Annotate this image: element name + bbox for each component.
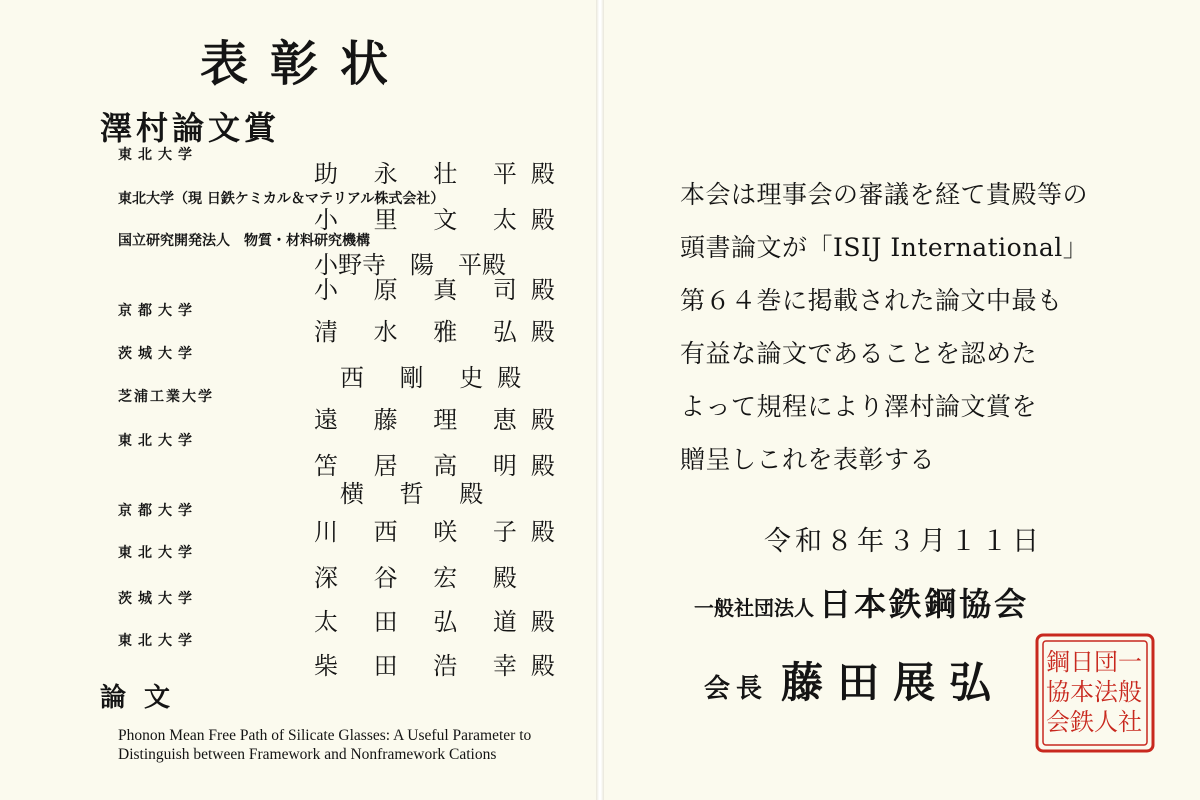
recipient-affiliation: 東北大学 [118,147,198,163]
citation-line: 第６４巻に掲載された論文中最も [680,286,1063,315]
organization-name: 日本鉄鋼協会 [819,585,1030,623]
seal-character: 人 [1094,708,1118,736]
recipient-affiliation: 京都大学 [118,503,198,519]
right-page [604,0,1200,800]
recipient-name: 清 水 雅 弘殿 [314,318,569,346]
award-name: 澤村論文賞 [100,109,281,147]
seal-character: 社 [1118,708,1142,736]
recipient-affiliation: 茨城大学 [118,591,198,607]
citation-line: よって規程により澤村論文賞を [680,392,1038,421]
recipient-name: 西 剛 史殿 [340,364,536,392]
president-name: 藤田展弘 [781,658,1006,707]
recipient-name: 小 里 文 太殿 [314,206,569,234]
recipient-affiliation: 東北大学 [118,433,198,449]
recipient-affiliation: 東北大学 [118,633,198,649]
recipient-name: 遠 藤 理 恵殿 [314,406,569,434]
organization [694,582,1029,632]
seal-character: 協 [1046,678,1070,706]
recipient-affiliation: 国立研究開発法人 物質・材料研究機構 [118,233,370,249]
recipient-name: 小野寺 陽 平殿 [314,251,506,279]
official-seal-stamp [1034,632,1156,754]
citation-line: 本会は理事会の審議を経て貴殿等の [680,180,1089,209]
seal-character: 法 [1094,678,1118,706]
paper-title: Phonon Mean Free Path of Silicate Glasses: A Useful Parameter to Distinguish between Framework and Nonframework Cations [118,727,532,763]
seal-character: 団 [1094,648,1118,676]
seal-character: 一 [1118,648,1142,676]
seal-character: 鋼 [1046,648,1070,676]
recipient-affiliation: 茨城大学 [118,346,198,362]
seal-character: 本 [1070,678,1094,706]
citation-line: 有益な論文であることを認めた [680,339,1038,368]
recipient-name: 川 西 咲 子殿 [314,518,569,546]
recipient-name: 深 谷 宏 殿 [314,564,531,592]
seal-character: 般 [1118,678,1142,706]
seal-character: 会 [1046,708,1070,736]
binding-gutter [596,0,604,800]
president-title: 会長 [704,674,769,704]
seal-character: 日 [1070,648,1094,676]
recipient-name: 太 田 弘 道殿 [314,608,569,636]
left-page [0,0,596,800]
seal-character: 鉄 [1070,708,1094,736]
paper-heading: 論文 [100,683,189,713]
recipient-name: 小 原 真 司殿 [314,276,569,304]
recipient-name: 笘 居 高 明殿 [314,452,569,480]
award-date: 令和８年３月１１日 [764,526,1043,557]
recipient-name: 横 哲 殿 [340,480,498,508]
recipient-affiliation: 芝浦工業大学 [118,389,214,405]
certificate-title: 表彰状 [200,36,411,92]
citation-line: 頭書論文が「ISIJ International」 [680,233,1089,262]
recipient-name: 助 永 壮 平殿 [314,160,569,188]
recipient-name: 柴 田 浩 幸殿 [314,652,569,680]
citation-line: 贈呈しこれを表彰する [680,445,936,474]
recipient-affiliation: 東北大学 [118,545,198,561]
organization-type: 一般社団法人 [694,596,814,620]
recipient-affiliation: 東北大学（現 日鉄ケミカル＆マテリアル株式会社） [118,191,445,207]
citation-text [680,168,1180,486]
signatory [704,658,1005,717]
recipient-affiliation: 京都大学 [118,303,198,319]
